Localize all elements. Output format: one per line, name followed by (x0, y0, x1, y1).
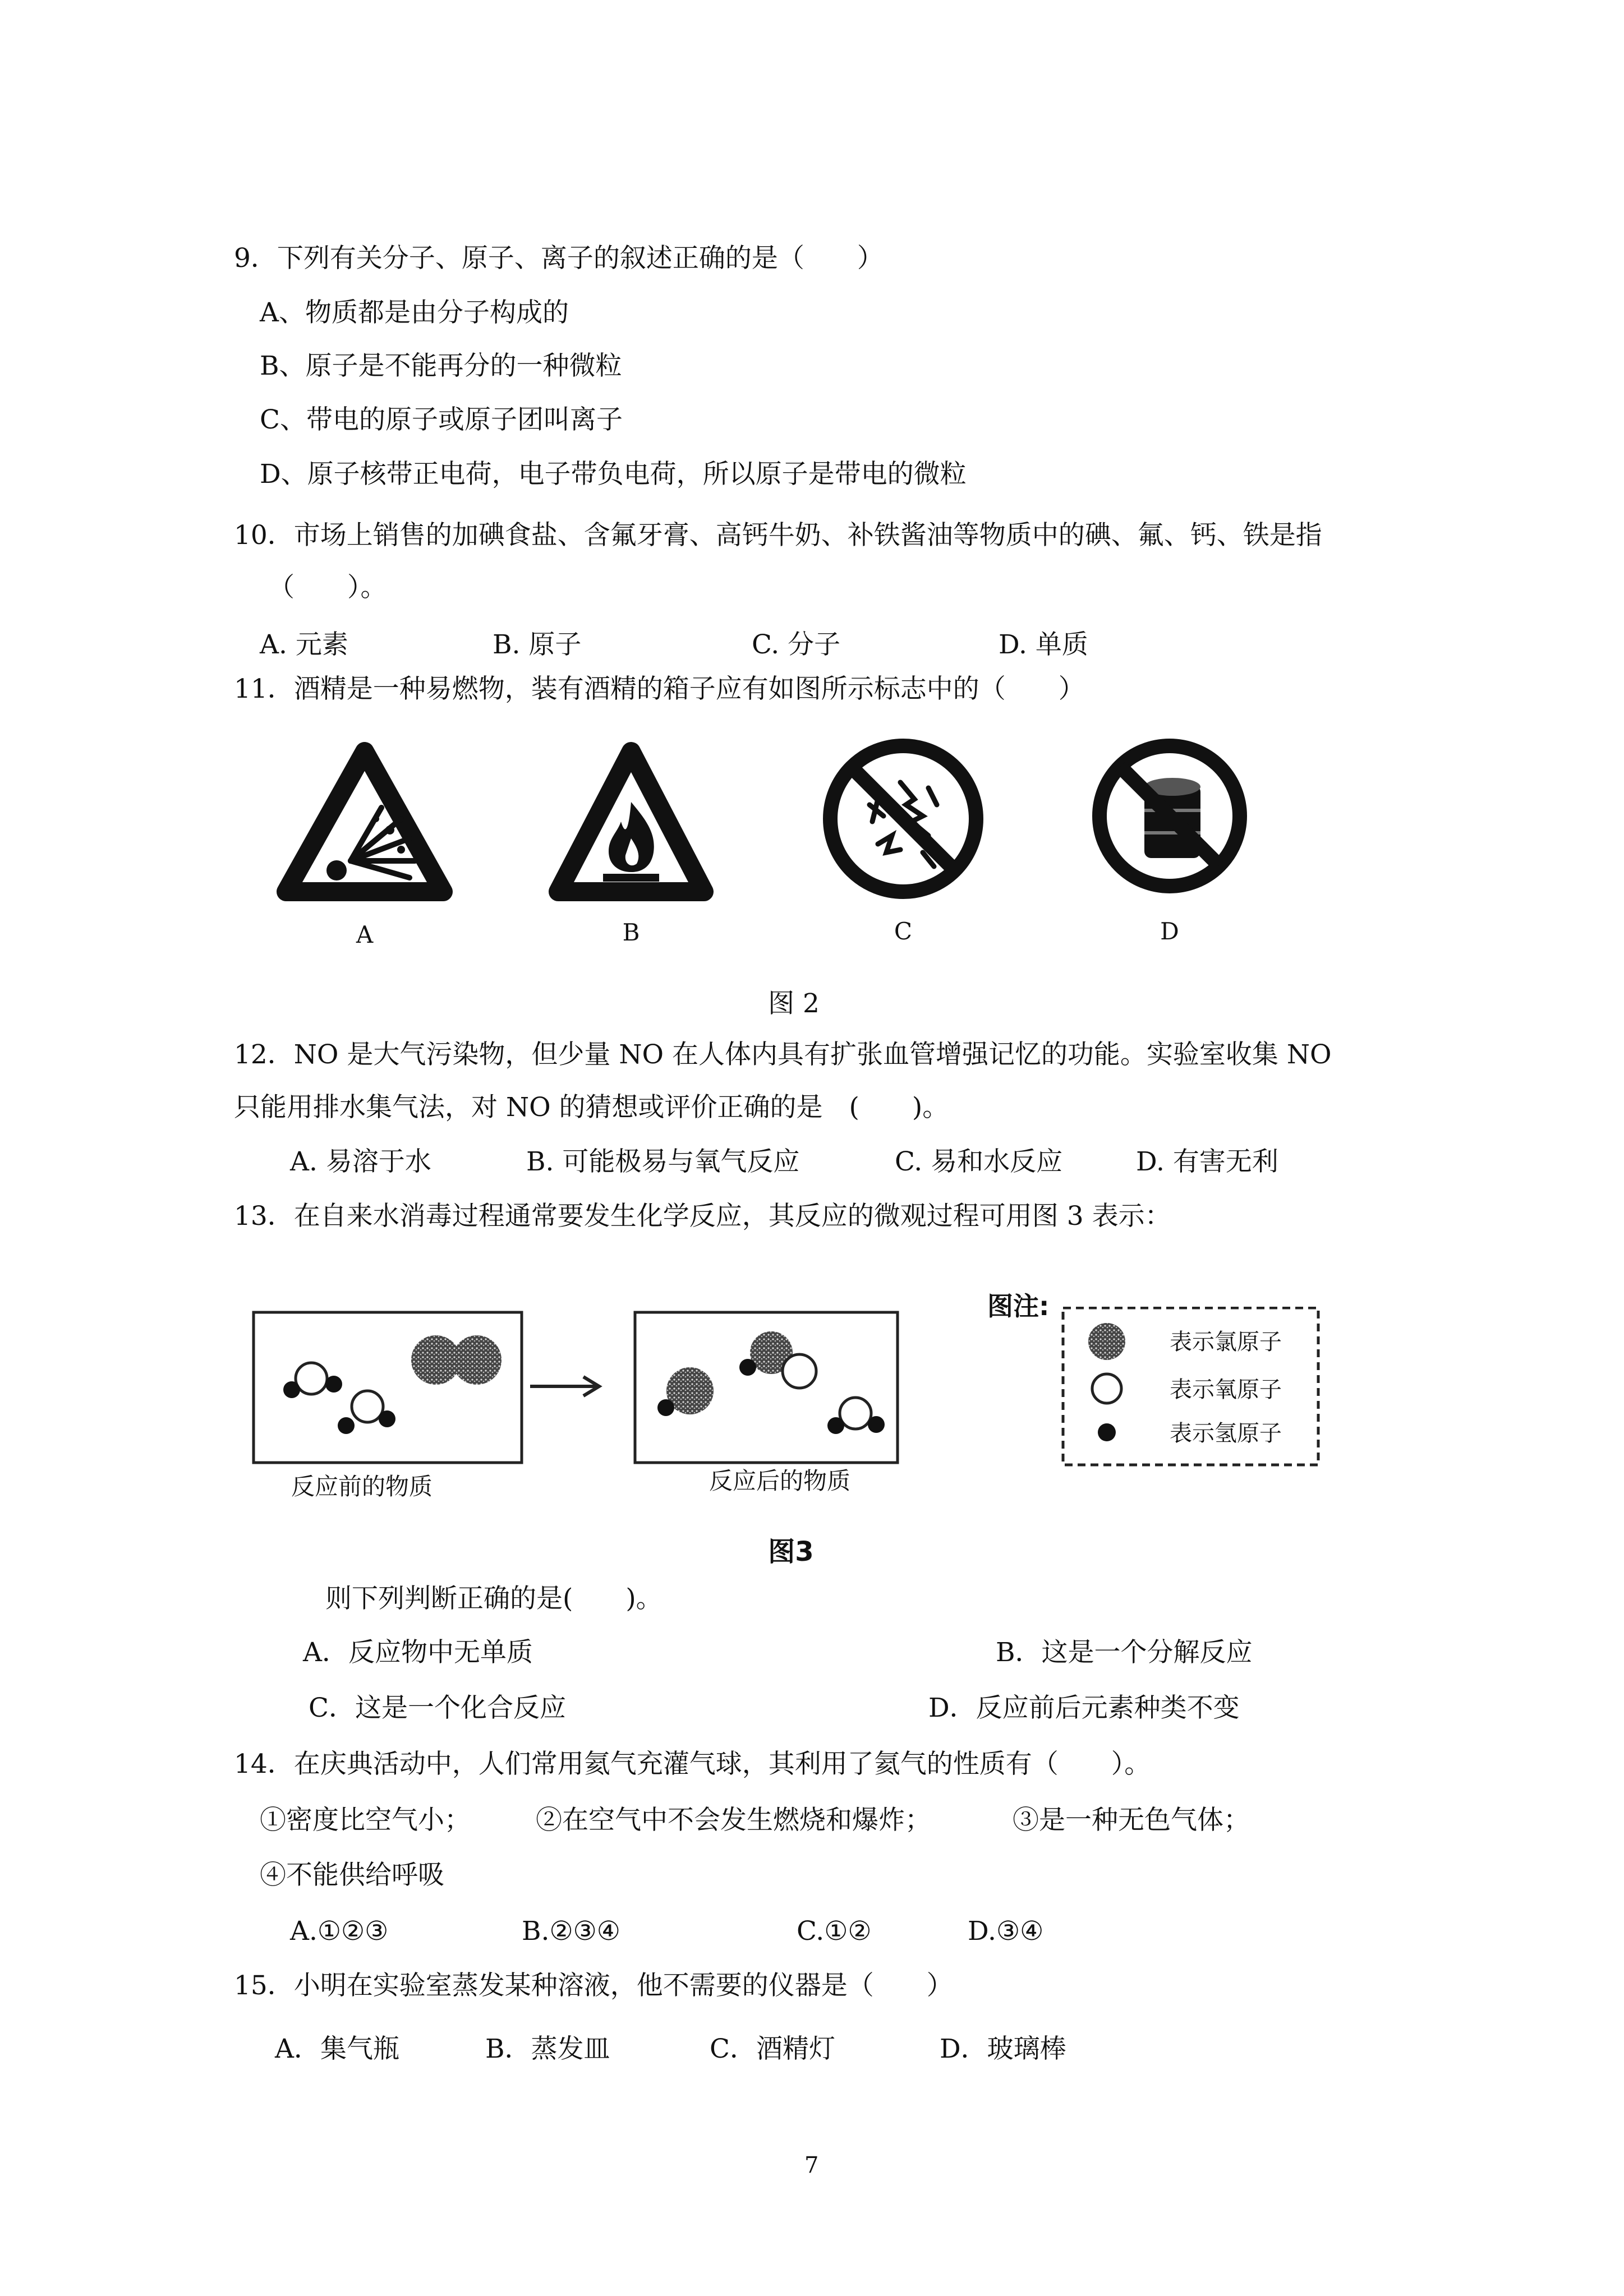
sign-label-b: B (622, 919, 640, 946)
q15-option-c: C．酒精灯 (710, 2034, 835, 2064)
q13-stem: 13．在自来水消毒过程通常要发生化学反应，其反应的微观过程可用图 3 表示： (234, 1201, 1171, 1232)
q14-prop-1: ①密度比空气小； (260, 1805, 471, 1836)
q15-option-b: B．蒸发皿 (485, 2034, 610, 2064)
flammable-sign-icon (547, 740, 715, 909)
q13-option-b: B．这是一个分解反应 (996, 1637, 1253, 1668)
q9-option-a: A、物质都是由分子构成的 (260, 297, 569, 328)
legend-hydrogen-label: 表示氢原子 (1170, 1421, 1282, 1446)
q14-prop-2: ②在空气中不会发生燃烧和爆炸； (536, 1805, 931, 1836)
q14-option-c: C.①② (797, 1916, 872, 1947)
q10-option-d: D. 单质 (999, 629, 1088, 660)
explosive-sign-icon (275, 740, 454, 909)
page-number: 7 (804, 2152, 819, 2178)
q14-stem: 14．在庆典活动中，人们常用氦气充灌气球，其利用了氦气的性质有（ ）。 (234, 1749, 1151, 1779)
q12-stem-cont: 只能用排水集气法，对 NO 的猜想或评价正确的是 ( )。 (234, 1092, 949, 1123)
before-reaction-label: 反应前的物质 (291, 1473, 433, 1500)
q12-option-d: D. 有害无利 (1136, 1146, 1278, 1177)
sign-label-a: A (356, 921, 374, 948)
q13-option-d: D．反应前后元素种类不变 (928, 1693, 1240, 1723)
legend-oxygen-label: 表示氧原子 (1170, 1377, 1282, 1403)
oxygen-atom-icon (1092, 1374, 1121, 1403)
q10-stem: 10．市场上销售的加碘食盐、含氟牙膏、高钙牛奶、补铁酱油等物质中的碘、氟、钙、铁是指 (234, 520, 1322, 551)
q12-option-b: B. 可能极易与氧气反应 (526, 1146, 800, 1177)
no-fireworks-sign-icon (816, 732, 990, 906)
q14-prop-3: ③是一种无色气体； (1013, 1805, 1250, 1836)
sign-label-c: C (894, 918, 913, 945)
legend-chlorine-label: 表示氯原子 (1170, 1329, 1282, 1355)
q10-stem-cont: （ ）。 (268, 572, 387, 603)
figure-2-caption: 图 2 (768, 988, 820, 1019)
q14-option-d: D.③④ (968, 1916, 1044, 1947)
q12-option-c: C. 易和水反应 (895, 1146, 1063, 1177)
q9-option-c: C、带电的原子或原子团叫离子 (260, 404, 623, 435)
q13-sub-stem: 则下列判断正确的是( )。 (325, 1583, 663, 1614)
legend-title: 图注: (987, 1291, 1050, 1321)
hydrogen-atom-icon (1098, 1423, 1116, 1441)
q15-option-d: D．玻璃棒 (940, 2034, 1066, 2064)
q14-prop-4: ④不能供给呼吸 (260, 1860, 444, 1891)
q9-stem: 9．下列有关分子、原子、离子的叙述正确的是（ ） (234, 243, 884, 274)
figure-3-caption: 图3 (768, 1536, 814, 1567)
chlorine-atom-icon (1088, 1323, 1125, 1360)
after-reaction-label: 反应后的物质 (709, 1467, 850, 1495)
q15-stem: 15．小明在实验室蒸发某种溶液，他不需要的仪器是（ ） (234, 1970, 953, 2001)
q13-option-c: C．这是一个化合反应 (309, 1693, 566, 1723)
q14-option-b: B.②③④ (522, 1916, 620, 1947)
q10-option-a: A. 元素 (260, 629, 348, 660)
q9-option-b: B、原子是不能再分的一种微粒 (260, 351, 622, 381)
no-barrel-sign-icon (1085, 732, 1254, 900)
q9-option-d: D、原子核带正电荷，电子带负电荷，所以原子是带电的微粒 (260, 459, 967, 490)
q10-option-b: B. 原子 (493, 629, 582, 660)
q10-option-c: C. 分子 (752, 629, 841, 660)
q15-option-a: A．集气瓶 (275, 2034, 399, 2064)
q12-option-a: A. 易溶于水 (290, 1146, 431, 1177)
q12-stem: 12．NO 是大气污染物，但少量 NO 在人体内具有扩张血管增强记忆的功能。实验室收集 NO (234, 1039, 1332, 1070)
sign-label-d: D (1160, 918, 1179, 945)
q14-option-a: A.①②③ (290, 1916, 389, 1947)
q11-stem: 11．酒精是一种易燃物，装有酒精的箱子应有如图所示标志中的（ ） (234, 674, 1085, 704)
q13-option-a: A．反应物中无单质 (303, 1637, 533, 1668)
